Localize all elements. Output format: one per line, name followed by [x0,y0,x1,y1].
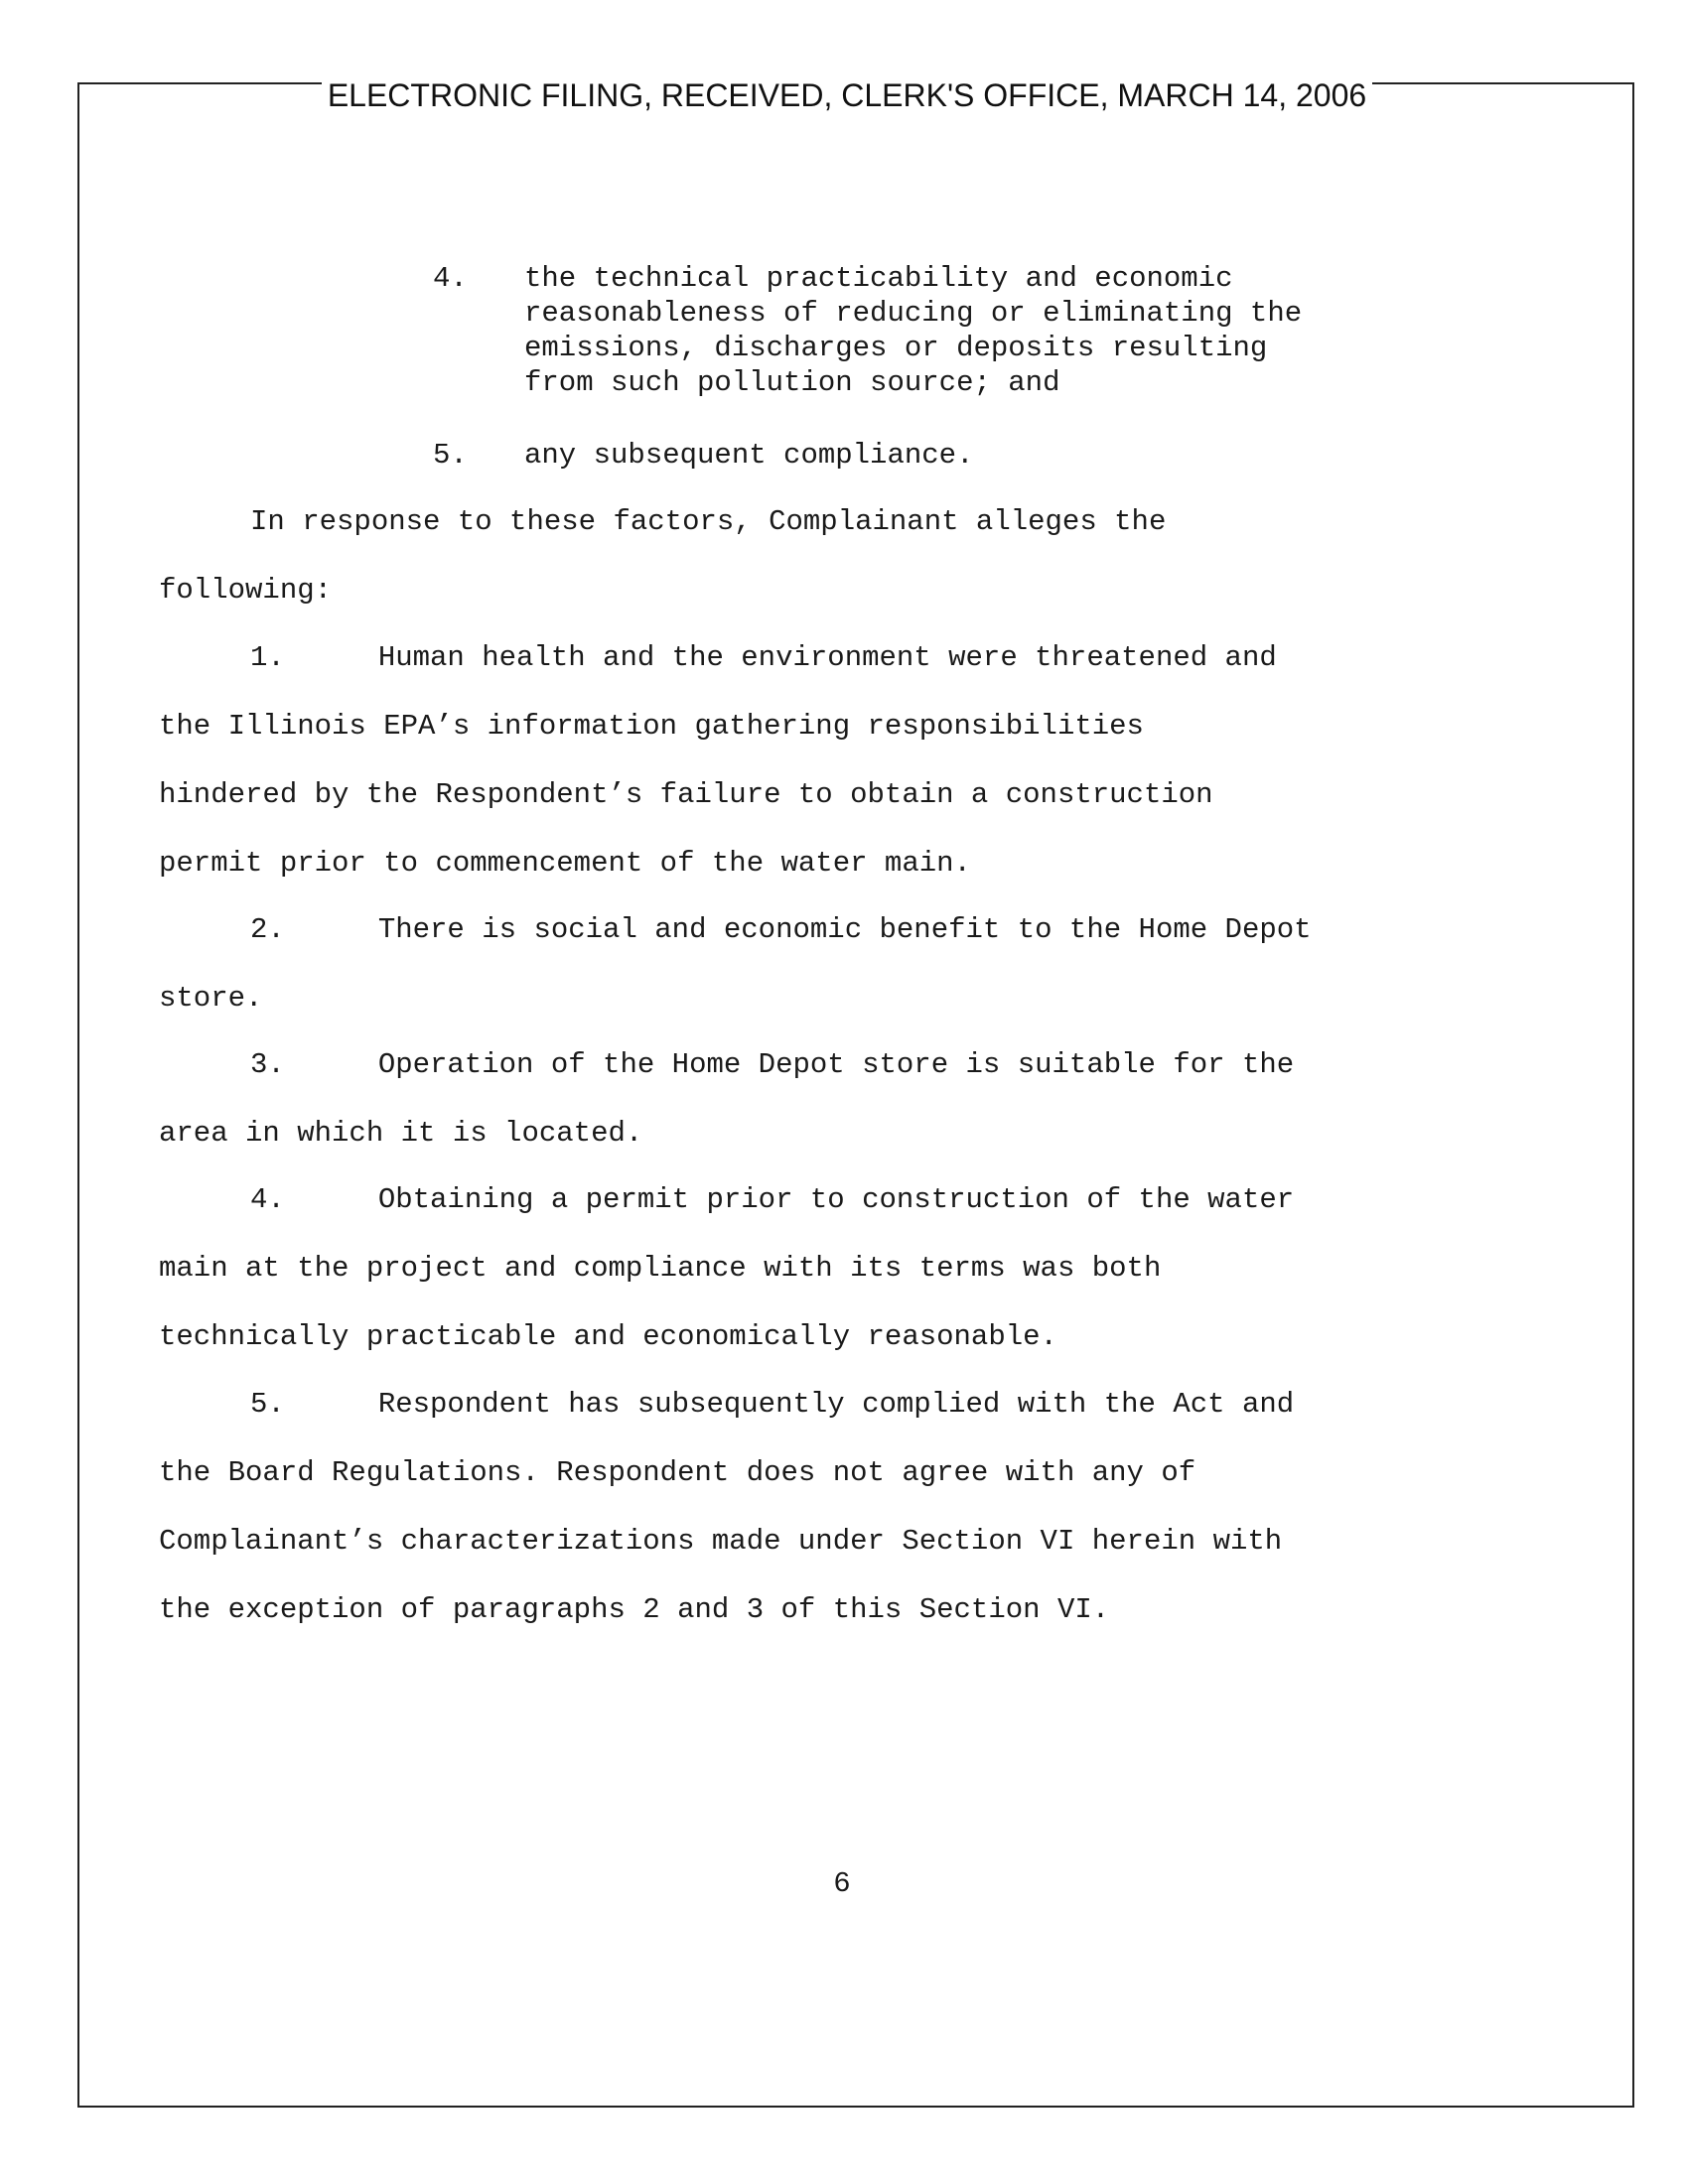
para-line: store. [159,982,263,1015]
para-line: In response to these factors, Complainant alleges the [250,505,1167,538]
allegation-text: Human health and the environment were threatened and [377,641,1277,674]
allegation-text: Operation of the Home Depot store is suitable for the [377,1048,1295,1081]
allegation-3 [159,1030,1472,1167]
allegation-1 [159,623,1472,897]
allegation-number: 2. [250,913,285,946]
para-line: Complainant’s characterizations made under Section VI herein with [159,1525,1283,1558]
allegation-text: Respondent has subsequently complied with the Act and [377,1388,1295,1421]
factor-line: any subsequent compliance. [524,439,974,472]
para-line [250,1165,1472,1234]
factor-line: the technical practicability and economic [524,262,1233,295]
para-line [250,1030,1472,1099]
para-line: the Illinois EPA’s information gathering responsibilities [159,710,1144,743]
allegation-number: 4. [250,1183,285,1216]
allegation-number: 5. [250,1388,285,1421]
para-line: the exception of paragraphs 2 and 3 of this Section VI. [159,1593,1110,1626]
para-line: the Board Regulations. Respondent does not agree with any of [159,1456,1196,1489]
filing-stamp [0,77,1684,114]
para-line: following: [159,574,333,607]
intro-paragraph [159,487,1472,624]
allegation-text: There is social and economic benefit to the Home Depot [377,913,1312,946]
para-line [250,623,1472,692]
allegation-5 [159,1370,1472,1644]
para-line [250,895,1472,964]
allegation-text: Obtaining a permit prior to construction of the water [377,1183,1295,1216]
filing-stamp-text: ELECTRONIC FILING, RECEIVED, CLERK'S OFFICE, MARCH 14, 2006 [322,77,1372,113]
allegation-number: 3. [250,1048,285,1081]
allegation-2 [159,895,1472,1032]
factor-number: 4. [433,262,468,295]
factor-line: reasonableness of reducing or eliminating the [524,297,1303,330]
para-line: technically practicable and economically reasonable. [159,1320,1057,1353]
factor-number: 5. [433,439,468,472]
para-line: permit prior to commencement of the water main. [159,847,971,880]
para-line: area in which it is located. [159,1117,643,1150]
page-number: 6 [833,1867,851,1900]
allegation-4 [159,1165,1472,1371]
factor-text [524,438,973,473]
factor-text [524,261,1302,400]
factor-line: from such pollution source; and [524,366,1060,399]
factor-line: emissions, discharges or deposits resulting [524,332,1268,364]
para-line: main at the project and compliance with its terms was both [159,1252,1162,1285]
allegation-number: 1. [250,641,285,674]
para-line [250,1370,1472,1438]
para-line: hindered by the Respondent’s failure to obtain a construction [159,778,1213,811]
